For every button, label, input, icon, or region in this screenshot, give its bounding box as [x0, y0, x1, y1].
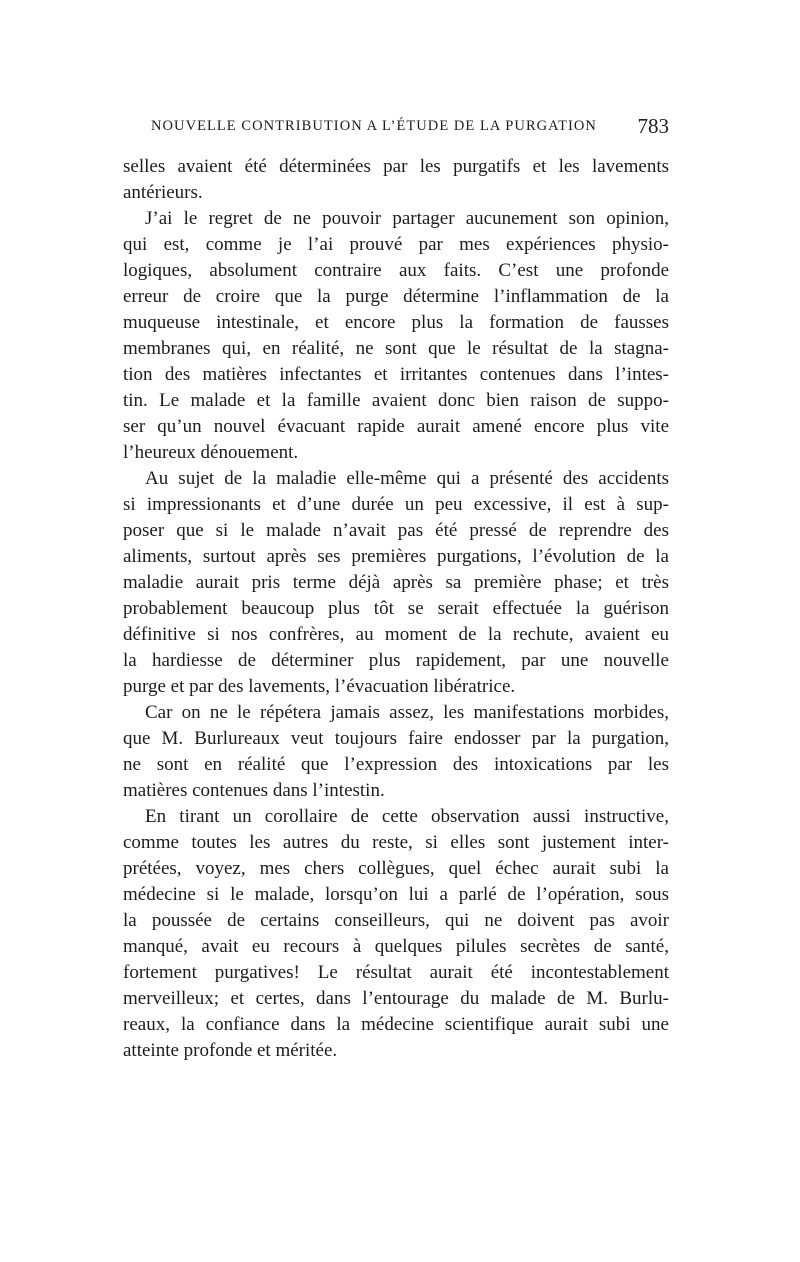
text-line: muqueuse intestinale, et encore plus la formation de fausses [123, 312, 669, 333]
text-line: selles avaient été déterminées par les purgatifs et les lavements [123, 156, 669, 177]
text-line: logiques, absolument contraire aux faits. C’est une profonde [123, 260, 669, 281]
text-line: En tirant un corollaire de cette observation aussi instructive, [145, 806, 669, 827]
text-line: poser que si le malade n’avait pas été pressé de reprendre des [123, 520, 669, 541]
text-line: tin. Le malade et la famille avaient donc bien raison de suppo- [123, 390, 669, 411]
running-head [123, 114, 669, 144]
text-line: la hardiesse de déterminer plus rapidement, par une nouvelle [123, 650, 669, 671]
text-line: Car on ne le répétera jamais assez, les manifestations morbides, [145, 702, 669, 723]
text-line: prétées, voyez, mes chers collègues, quel échec aurait subi la [123, 858, 669, 879]
text-line: si impressionants et d’une durée un peu excessive, il est à sup- [123, 494, 669, 515]
text-line: ser qu’un nouvel évacuant rapide aurait amené encore plus vite [123, 416, 669, 437]
text-line: erreur de croire que la purge détermine l’inflammation de la [123, 286, 669, 307]
text-line: probablement beaucoup plus tôt se serait effectuée la guérison [123, 598, 669, 619]
text-line: tion des matières infectantes et irritantes contenues dans l’intes- [123, 364, 669, 385]
running-title: NOUVELLE CONTRIBUTION A L’ÉTUDE DE LA PURGATION [151, 118, 597, 134]
text-line: fortement purgatives! Le résultat aurait été incontestablement [123, 962, 669, 983]
text-line: Au sujet de la maladie elle-même qui a présenté des accidents [145, 468, 669, 489]
text-line: médecine si le malade, lorsqu’on lui a parlé de l’opération, sous [123, 884, 669, 905]
text-line: la poussée de certains conseilleurs, qui ne doivent pas avoir [123, 910, 669, 931]
text-line: comme toutes les autres du reste, si elles sont justement inter- [123, 832, 669, 853]
text-line: que M. Burlureaux veut toujours faire endosser par la purgation, [123, 728, 669, 749]
text-line: reaux, la confiance dans la médecine scientifique aurait subi une [123, 1014, 669, 1035]
text-line: définitive si nos confrères, au moment de la rechute, avaient eu [123, 624, 669, 645]
text-line: purge et par des lavements, l’évacuation libératrice. [123, 676, 516, 697]
text-line: matières contenues dans l’intestin. [123, 780, 385, 801]
body-text [123, 154, 669, 1064]
text-line: atteinte profonde et méritée. [123, 1040, 338, 1061]
text-line: manqué, avait eu recours à quelques pilules secrètes de santé, [123, 936, 669, 957]
text-line: qui est, comme je l’ai prouvé par mes expériences physio- [123, 234, 669, 255]
text-line: J’ai le regret de ne pouvoir partager aucunement son opinion, [145, 208, 669, 229]
text-line: l’heureux dénouement. [123, 442, 299, 463]
page-number: 783 [637, 114, 669, 138]
text-line: membranes qui, en réalité, ne sont que le résultat de la stagna- [123, 338, 669, 359]
text-line: maladie aurait pris terme déjà après sa première phase; et très [123, 572, 669, 593]
text-line: ne sont en réalité que l’expression des intoxications par les [123, 754, 669, 775]
text-line: merveilleux; et certes, dans l’entourage du malade de M. Burlu- [123, 988, 669, 1009]
text-line: aliments, surtout après ses premières purgations, l’évolution de la [123, 546, 669, 567]
text-line: antérieurs. [123, 182, 203, 203]
